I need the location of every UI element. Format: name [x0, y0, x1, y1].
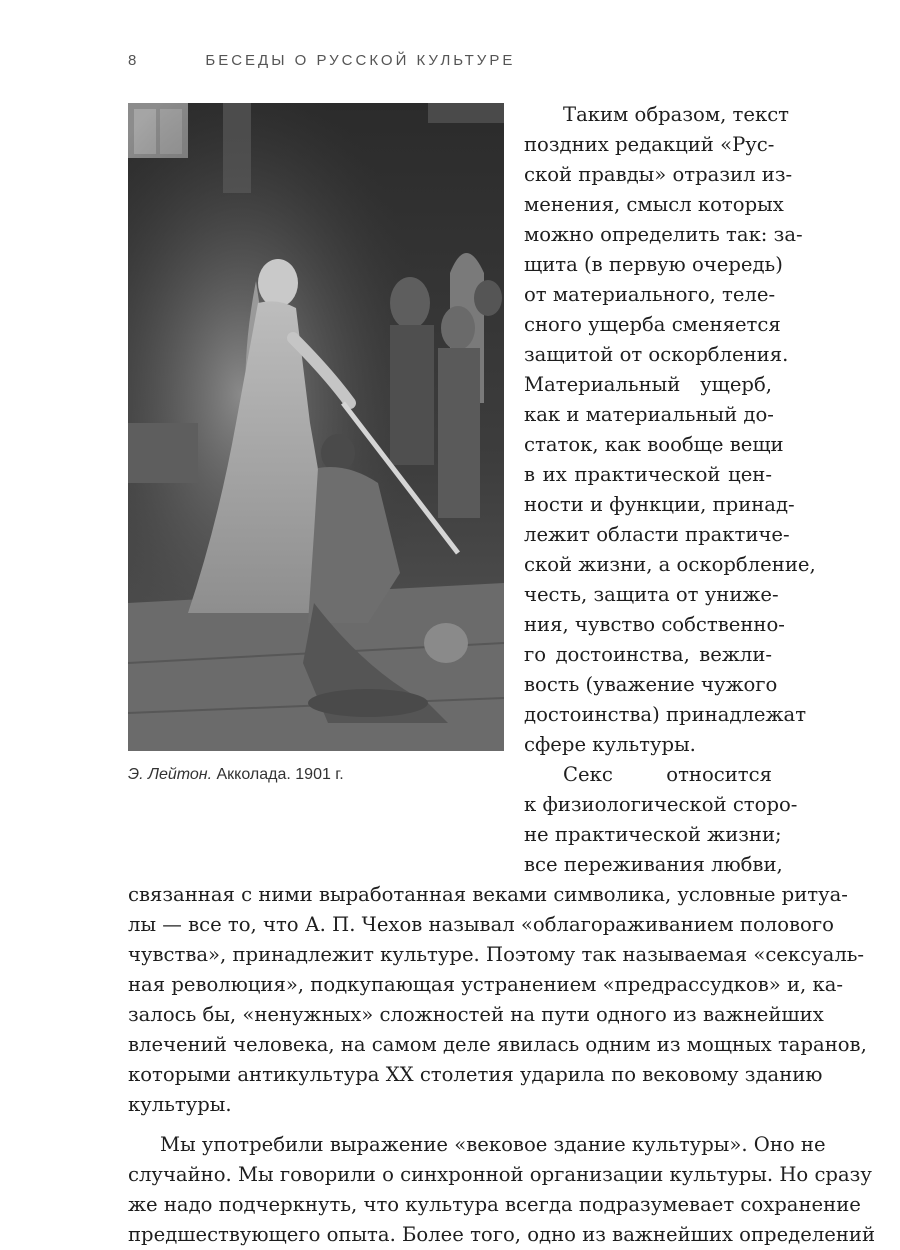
text-line: культуры.: [128, 1093, 232, 1116]
text-line: можно определить так: за-: [524, 223, 803, 246]
text-line: случайно. Мы говорили о синхронной организации культуры. Но сразу: [128, 1163, 872, 1186]
text-line: го достоинства, вежли-: [524, 643, 772, 666]
page-number: 8: [128, 52, 140, 69]
text-line: честь, защита от униже-: [524, 583, 779, 606]
text-line: же надо подчеркнуть, что культура всегда подразумевает сохранение: [128, 1193, 861, 1216]
book-title: БЕСЕДЫ О РУССКОЙ КУЛЬТУРЕ: [205, 52, 516, 69]
running-head: [128, 52, 772, 69]
text-line: связанная с ними выработанная веками символика, условные ритуа-: [128, 883, 848, 906]
text-line: залось бы, «ненужных» сложностей на пути одного из важнейших: [128, 1003, 824, 1026]
text-line: от материального, теле-: [524, 283, 776, 306]
text-line: защитой от оскорбления.: [524, 343, 789, 366]
text-line: Таким образом, текст: [563, 103, 790, 126]
text-line: вость (уважение чужого: [524, 673, 778, 696]
text-line: менения, смысл которых: [524, 193, 784, 216]
painting-image: [128, 103, 504, 751]
text-line: ской правды» отразил из-: [524, 163, 793, 186]
text-line: которыми антикультура XX столетия ударила по вековому зданию: [128, 1063, 823, 1086]
text-line: щита (в первую очередь): [524, 253, 783, 276]
text-line: ности и функции, принад-: [524, 493, 795, 516]
illustration-accolade: [128, 103, 504, 751]
text-line: в их практической цен-: [524, 463, 772, 486]
text-line: все переживания любви,: [524, 853, 783, 876]
text-line: Материальный ущерб,: [524, 373, 772, 396]
text-line: поздних редакций «Рус-: [524, 133, 775, 156]
text-line: влечений человека, на самом деле явилась одним из мощных таранов,: [128, 1033, 867, 1056]
caption-text: Акколада. 1901 г.: [212, 766, 344, 783]
text-line: сного ущерба сменяется: [524, 313, 781, 336]
text-line: достоинства) принадлежат: [524, 703, 807, 726]
caption-author: Э. Лейтон.: [128, 766, 213, 783]
text-line: ской жизни, а оскорбление,: [524, 553, 816, 576]
figure-caption: [128, 766, 508, 784]
text-line: сфере культуры.: [524, 733, 696, 756]
text-line: чувства», принадлежит культуре. Поэтому так называемая «сексуаль-: [128, 943, 865, 966]
text-line: ния, чувство собственно-: [524, 613, 785, 636]
text-line: не практической жизни;: [524, 823, 782, 846]
text-line: как и материальный до-: [524, 403, 774, 426]
text-line: ная революция», подкупающая устранением «предрассудков» и, ка-: [128, 973, 844, 996]
text-line: Секс относится: [563, 763, 772, 786]
text-line: к физиологической сторо-: [524, 793, 798, 816]
text-line: лы — все то, что А. П. Чехов называл «облагораживанием полового: [128, 913, 834, 936]
text-line: предшествующего опыта. Более того, одно из важнейших определений: [128, 1223, 876, 1246]
text-line: лежит области практиче-: [524, 523, 790, 546]
text-line: Мы употребили выражение «вековое здание культуры». Оно не: [160, 1133, 826, 1156]
text-line: статок, как вообще вещи: [524, 433, 784, 456]
